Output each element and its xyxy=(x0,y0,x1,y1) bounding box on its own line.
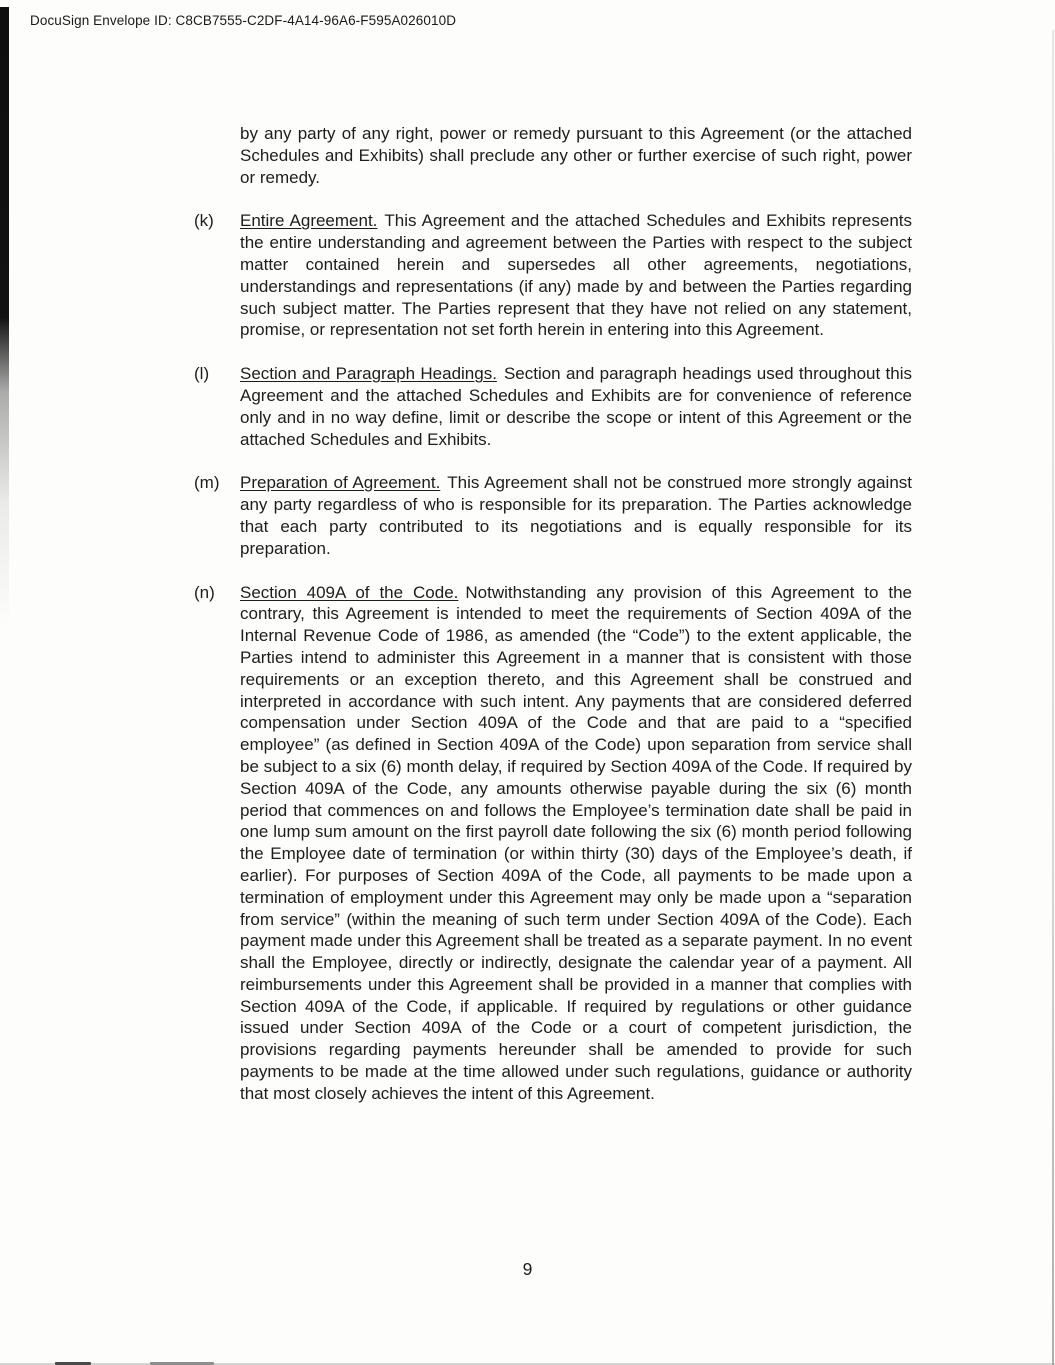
clause-text xyxy=(240,363,912,450)
scan-artifact-right-edge xyxy=(1052,30,1054,1365)
clause-text xyxy=(240,582,912,1105)
clause-heading: Preparation of Agreement. xyxy=(240,473,441,493)
clause-text xyxy=(240,210,912,341)
clause-entire-agreement xyxy=(194,210,912,341)
page-number: 9 xyxy=(522,1259,533,1279)
clause-body: Notwithstanding any provision of this Agreement to the contrary, this Agreement is intended to meet the requirements of Section 409A of the Internal Revenue Code of 1986, as amended (the “Code”) to the extent applicable, the Parties intend to administer this Agreement in a manner that is consistent with those requirements or an exception thereto, and this Agreement shall be construed and interpreted in accordance with such intent. Any payments that are considered deferred compensation under Section 409A of the Code and that are paid to a “specified employee” (as defined in Section 409A of the Code) upon separation from service shall be subject to a six (6) month delay, if required by Section 409A of the Code. If required by Section 409A of the Code, any amounts otherwise payable during the six (6) month period that commences on and follows the Employee’s termination date shall be paid in one lump sum amount on the first payroll date following the six (6) month period following the Employee date of termination (or within thirty (30) days of the Employee’s death, if earlier). For purposes of Section 409A of the Code, all payments to be made upon a termination of employment under this Agreement may only be made upon a “separation from service” (within the meaning of such term under Section 409A of the Code). Each payment made under this Agreement shall be treated as a separate payment. In no event shall the Employee, directly or indirectly, designate the calendar year of a payment. All reimbursements under this Agreement shall be provided in a manner that complies with Section 409A of the Code, if applicable. If required by regulations or other guidance issued under Section 409A of the Code or a court of competent jurisdiction, the provisions regarding payments hereunder shall be amended to provide for such payments to be made at the time allowed under such regulations, guidance or authority that most closely achieves the intent of this Agreement. xyxy=(240,582,912,1103)
docusign-envelope-id: DocuSign Envelope ID: C8CB7555-C2DF-4A14-96A6-F595A026010D xyxy=(30,13,457,28)
scan-artifact-left-edge xyxy=(0,7,9,627)
clause-section-and-paragraph-headings xyxy=(194,363,912,450)
clause-heading: Section 409A of the Code. xyxy=(240,582,459,602)
clause-heading: Section and Paragraph Headings. xyxy=(240,364,497,384)
clause-heading: Entire Agreement. xyxy=(240,211,378,231)
clause-preparation-of-agreement xyxy=(194,472,912,559)
clause-label: (k) xyxy=(194,211,214,231)
clause-section-409a-of-the-code xyxy=(194,582,912,1105)
paragraph-continuation: by any party of any right, power or remedy pursuant to this Agreement (or the attached Schedules and Exhibits) shall preclude any other or further exercise of such right, power or remedy. xyxy=(240,124,912,187)
clause-body: This Agreement and the attached Schedules and Exhibits represents the entire understanding and agreement between the Parties with respect to the subject matter contained herein and supersedes all other agreements, negotiations, understandings and representations (if any) made by and between the Parties regarding such subject matter. The Parties represent that they have not relied on any statement, promise, or representation not set forth herein in entering into this Agreement. xyxy=(240,211,913,340)
clause-label: (m) xyxy=(194,473,220,493)
clause-body: Section and paragraph headings used throughout this Agreement and the attached Schedules and Exhibits are for convenience of reference only and in no way define, limit or describe the scope or intent of this Agreement or the attached Schedules and Exhibits. xyxy=(240,364,912,449)
clause-body: This Agreement shall not be construed more strongly against any party regardless of who is responsible for its preparation. The Parties acknowledge that each party contributed to its negotiations and is equally responsible for its preparation. xyxy=(240,473,912,558)
document-body xyxy=(194,123,912,1105)
clause-label: (n) xyxy=(194,582,215,602)
clause-text xyxy=(240,472,912,559)
clause-label: (l) xyxy=(194,364,210,384)
